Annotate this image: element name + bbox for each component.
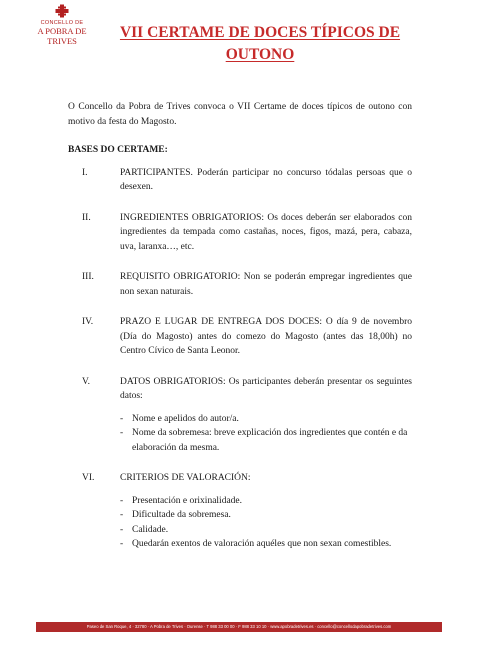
sub-list-item [120, 537, 412, 552]
base-item-text: PARTICIPANTES. Poderán participar no concurso tódalas persoas que o desexen. [120, 167, 412, 192]
concello-logo [22, 4, 102, 46]
dash-bullet-icon: - [120, 524, 124, 535]
sub-list-item [120, 523, 412, 538]
logo-org-name: A POBRA DE TRIVES [37, 26, 87, 46]
sub-list-text: Dificultade da sobremesa. [132, 510, 231, 520]
bases-heading: BASES DO CERTAME: [68, 145, 168, 155]
dash-bullet-icon: - [120, 495, 124, 506]
document-body [68, 100, 412, 552]
dash-bullet-icon: - [120, 428, 124, 438]
base-item [68, 471, 412, 552]
bases-list [68, 166, 412, 552]
sub-list-item [120, 508, 412, 523]
sub-list-item [120, 426, 412, 455]
sub-list-item [120, 494, 412, 509]
cross-emblem-icon [55, 4, 69, 18]
base-item [68, 270, 412, 299]
base-item [68, 315, 412, 359]
base-item-number: VI. [82, 473, 95, 483]
base-item-text: PRAZO E LUGAR DE ENTREGA DOS DOCES: O día 9 de novembro (Día do Magosto) antes do comezo do Magosto (antes das 18,00h) no Centro Cívico de Santa Leonor. [120, 317, 412, 356]
sub-list-text: Nome e apelidos do autor/a. [132, 413, 239, 424]
sub-list-text: Nome da sobremesa: breve explicación dos ingredientes que contén e da elaboración da mesma. [132, 428, 408, 453]
document-title: VII CERTAME DE DOCES TÍPICOS DE OUTONO [119, 24, 401, 63]
footer-bar: Paseo de San Roque, 4 · 32780 · A Pobra de Trives · Ourense · T 988 33 00 00 · F 988 33 10 10 · www.apobradetrives.es · concello@concellodapobradetrives.com [36, 622, 442, 632]
dash-bullet-icon: - [120, 510, 124, 520]
base-item-number: V. [82, 376, 91, 387]
dash-bullet-icon: - [120, 539, 124, 549]
sub-list-text: Presentación e orixinalidade. [132, 495, 243, 506]
base-item [68, 211, 412, 255]
base-item-text: CRITERIOS DE VALORACIÓN: [120, 473, 251, 483]
sub-list-text: Quedarán exentos de valoración aquéles que non sexan comestibles. [132, 539, 392, 549]
base-item [68, 375, 412, 456]
sub-list-item [120, 412, 412, 427]
dash-bullet-icon: - [120, 413, 124, 424]
base-item-number: II. [82, 212, 91, 223]
sub-list [120, 412, 412, 456]
sub-list [120, 494, 412, 552]
sub-list-text: Calidade. [132, 524, 169, 535]
base-item [68, 166, 412, 195]
base-item-text: REQUISITO OBRIGATORIO: Non se poderán empregar ingredientes que non sexan naturais. [120, 272, 412, 297]
intro-paragraph: O Concello da Pobra de Trives convoca o VII Certame de doces típicos de outono con motivo da festa do Magosto. [68, 102, 412, 127]
base-item-text: INGREDIENTES OBRIGATORIOS: Os doces deberán ser elaborados con ingredientes da tempada como castañas, noces, figos, mazá, pera, cabaza, uva, laranxa…, etc. [120, 212, 412, 252]
base-item-number: I. [82, 167, 88, 178]
base-item-number: IV. [82, 317, 94, 327]
base-item-number: III. [82, 272, 94, 282]
logo-org-top: CONCELLO DE [40, 20, 84, 26]
base-item-text: DATOS OBRIGATORIOS: Os participantes deberán presentar os seguintes datos: [120, 376, 412, 401]
